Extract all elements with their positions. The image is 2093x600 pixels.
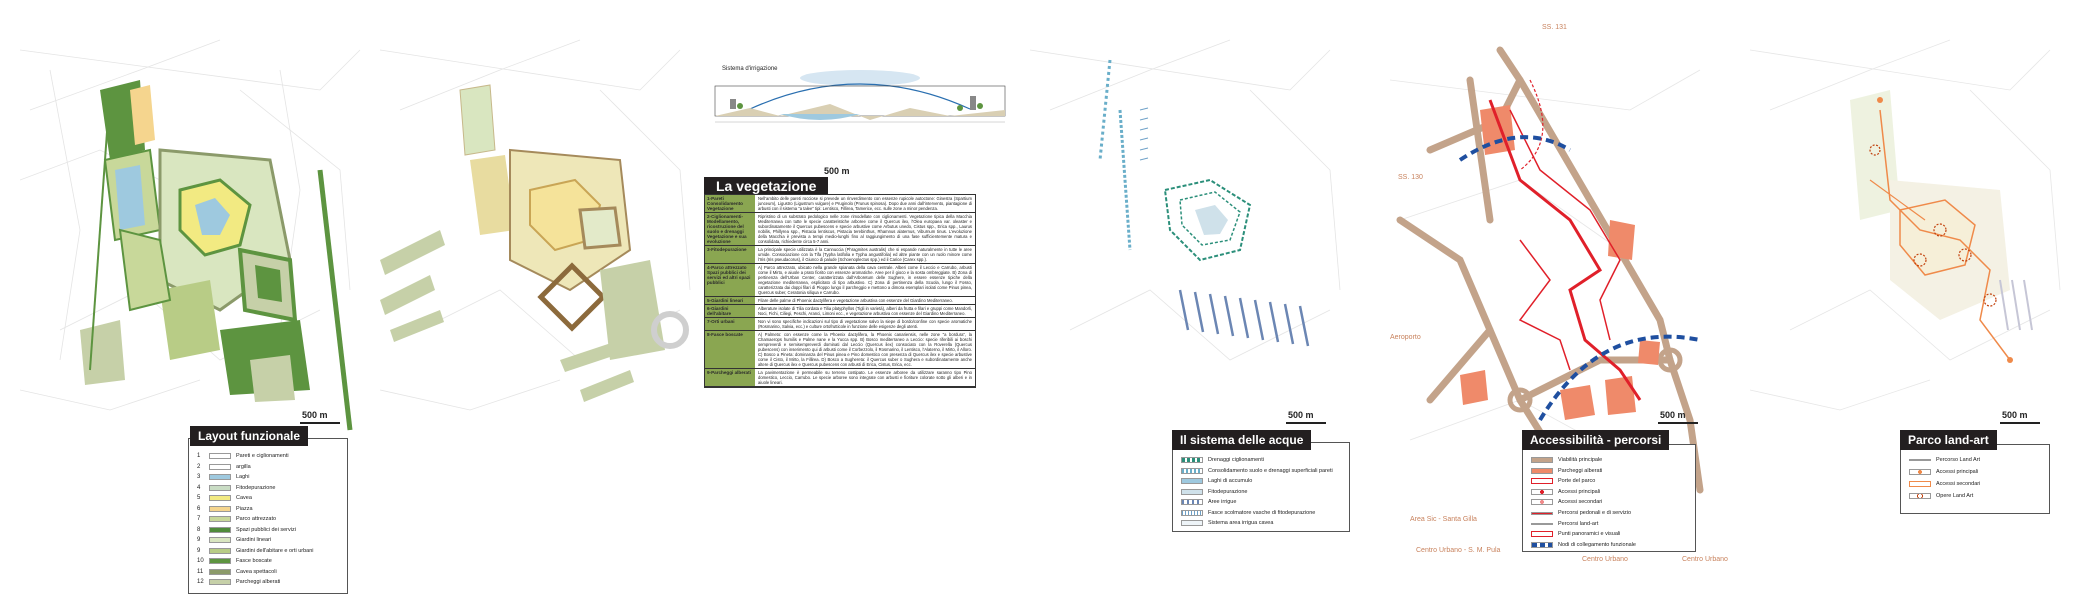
legend-layout-row xyxy=(197,546,313,556)
legend-row-number: 9 xyxy=(197,547,201,554)
legend-swatch xyxy=(209,579,231,585)
road-label-ss131: SS. 131 xyxy=(1542,24,1567,31)
scale-label-land-art: 500 m xyxy=(2002,410,2028,420)
legend-row xyxy=(1181,455,1264,465)
legend-row-label: Giardini dell'abitare e orti urbani xyxy=(236,547,314,554)
legend-layout-row xyxy=(197,483,275,493)
legend-layout-row xyxy=(197,462,251,472)
legend-layout-row xyxy=(197,556,272,566)
legend-layout-row xyxy=(197,577,280,587)
legend-swatch xyxy=(209,516,231,522)
vegetation-row xyxy=(705,264,975,297)
legend-swatch xyxy=(1909,493,1931,499)
legend-row-number: 1 xyxy=(197,453,201,459)
panel-vegetazione-map xyxy=(370,0,690,600)
legend-row-label: Nodi di collegamento funzionale xyxy=(1558,541,1636,548)
legend-swatch xyxy=(209,558,231,564)
vegetation-row xyxy=(705,369,975,387)
legend-row xyxy=(1181,518,1273,528)
legend-layout-row xyxy=(197,451,289,461)
legend-layout xyxy=(188,438,348,594)
layout-map xyxy=(20,30,380,450)
legend-row xyxy=(1181,466,1333,476)
legend-row-label: Fasce scolmatore vasche di fitodepurazione xyxy=(1208,509,1316,516)
legend-row-label: Aree irrigue xyxy=(1208,499,1237,505)
legend-land-art xyxy=(1900,444,2050,514)
vegetation-category: 5-Giardini lineari xyxy=(705,297,755,304)
scale-bar-access xyxy=(1658,422,1698,424)
legend-row xyxy=(1531,529,1620,539)
panel-accessibilita xyxy=(1370,0,1730,600)
legend-row-label: Percorso Land Art xyxy=(1936,457,1981,463)
legend-layout-row xyxy=(197,535,271,545)
legend-swatch xyxy=(209,569,231,575)
legend-swatch xyxy=(1181,489,1203,495)
legend-row-label: Spazi pubblici dei servizi xyxy=(236,526,296,533)
legend-layout-title: Layout funzionale xyxy=(190,426,308,446)
legend-row-number: 2 xyxy=(197,463,201,470)
vegetation-description: A) Palmeto: con essenze come la Phoenix dactylifera, la Phoenix canariensis, nelle zone "a bordura", la Chamaerops humilis e Palme nane e la Yucca spp. B) Bosco mediterraneo a Leccio: specie riferibili ai boschi sempreverdi e semisempreverdi dominati dal Leccio (Quercus ilex) consociato con la Roverella (Quercus pubescens) con inserimento qui di arbusti come il Corbezzolo, il Rosmarino, il Lentisco, l'Alaterno, il Mirto, il Alloro. C) Bosco a Pineta: dominanza del Pinus pinea e Pino domestico con presenza di Quercus ilex e specie arbustive come il Cisto, il Mirto, la Fillirea. D) Bosco a Sughereta: il Quercus suber o Sughera e subordinatamente anche altere di Quercus ilex e Quercus pubescens con arbusti di Erica, Cistus, Erica, ecc. xyxy=(758,332,972,367)
scale-bar-acque xyxy=(1286,422,1326,424)
vegetation-description: Nell'ambito delle pareti rocciose si prevede un rinverdimento con essenze rupicole autoctone: Ginestra (Spartium junceum), Ligustro (Ligustrum vulgare) e Pruginolo (Prunus spinosa). Dopo due anni dall'intervento, piantagione di arbusti con il sistema "a talee" tipi: Lentisco, Fillirea, Tamerice, ecc. sulle zone a minor pendenza. xyxy=(758,196,972,211)
legend-row xyxy=(1531,466,1602,476)
legend-row xyxy=(1531,476,1595,486)
scale-bar xyxy=(300,422,340,424)
legend-row xyxy=(1531,455,1602,465)
panel-layout-funzionale xyxy=(0,0,360,600)
legend-row-label: Laghi di accumulo xyxy=(1208,478,1253,484)
legend-row-label: Opere Land Art xyxy=(1936,493,1974,499)
legend-swatch xyxy=(1531,489,1553,495)
vegetation-category: 8-Fasce boscate xyxy=(705,331,755,368)
water-map xyxy=(1030,30,1350,430)
legend-swatch xyxy=(1181,499,1203,505)
legend-swatch xyxy=(209,474,231,480)
vegetation-row xyxy=(705,331,975,369)
legend-swatch xyxy=(1531,468,1553,474)
legend-swatch xyxy=(209,506,231,512)
vegetation-category: 9-Parcheggi alberati xyxy=(705,369,755,386)
legend-swatch xyxy=(209,495,231,501)
vegetation-description: Ripristino di un substrato pedologico nelle zone rimodellate con ciglionamenti. Vegetazione tipica della Macchia Mediterranea con tutte le specie caratteristiche arboree come il Quercus ilex, l'Olea europaea var. oleaster e subordinatamente il Quercus pubescens e specie arbustive come Arbutus unedo, Cistus spp., Erica spp., Laurus nobilis, Phillyrea spp., Pistacia lentiscus, Pistacia terebinthus, Rhamnus alaternus, Viburnum tinus. L'evoluzione della Macchia è prevista a tempi medio-lunghi fino al raggiungimento di una fase sufficientemente matura e consolidata, richiedente circa 5-7 anni. xyxy=(758,214,972,244)
legend-row-label: argilla xyxy=(236,463,251,470)
vegetation-category: 1-Pareti Consolidamento Vegetazione xyxy=(705,195,755,212)
vegetation-row xyxy=(705,213,975,246)
legend-row-label: Laghi xyxy=(236,474,250,480)
legend-row-number: 8 xyxy=(197,526,201,533)
road-label-centro-pula: Centro Urbano - S. M. Pula xyxy=(1416,547,1501,554)
vegetation-description: Non vi sono specifiche indicazioni sul tipo di vegetazione salvo la siepe di bordo/confine con specie aromatiche (Rosmarino, Salvia, ecc.) e culture ortofrutticole in funzione delle esigenze degli utenti. xyxy=(758,319,972,329)
road-label-area-sic: Area Sic - Santa Gilla xyxy=(1410,516,1477,523)
legend-row-label: Accessi secondari xyxy=(1558,499,1603,506)
vegetation-category: 4-Parco attrezzato Spazi pubblici dei servizi ed altri spazi pubblici xyxy=(705,264,755,296)
vegetation-table xyxy=(704,194,976,388)
legend-row-label: Fasce boscate xyxy=(236,558,272,564)
legend-row xyxy=(1181,476,1252,486)
legend-access-title: Accessibilità - percorsi xyxy=(1522,430,1669,450)
legend-land-art-title: Parco land-art xyxy=(1900,430,1997,450)
legend-layout-row xyxy=(197,525,296,535)
land-art-map xyxy=(1750,30,2070,430)
legend-swatch xyxy=(1181,520,1203,526)
legend-swatch xyxy=(1531,457,1553,463)
legend-row xyxy=(1531,508,1631,518)
legend-layout-row xyxy=(197,472,249,482)
legend-swatch xyxy=(1531,478,1553,484)
panel-acque xyxy=(1020,0,1360,600)
scale-bar-land-art xyxy=(2000,422,2040,424)
vegetation-category: 7-Orti urbani xyxy=(705,318,755,330)
legend-swatch xyxy=(209,453,231,459)
legend-row-label: Percorsi land-art xyxy=(1558,520,1599,527)
legend-row-label: Accessi secondari xyxy=(1936,481,1981,487)
legend-row-number: 5 xyxy=(197,495,201,501)
legend-swatch xyxy=(209,464,231,470)
legend-swatch xyxy=(1531,523,1553,525)
vegetation-description: Alberature isolate di Tilia cordata e Tilia platyphyllos (Tigli in varietà), alberi da frutta e filari e gruppi come Mandorli, Noci, Fichi, Ciliegi, Peschi, Aranci, Limoni ecc., e vegetazione arbustiva con essenze del Giardino Mediterraneo. xyxy=(758,306,972,316)
road-label-centro-2: Centro Urbano xyxy=(1682,556,1728,563)
legend-row xyxy=(1909,455,1980,465)
legend-row-label: Cavea xyxy=(236,495,252,501)
legend-row-label: Porte del parco xyxy=(1558,478,1596,485)
legend-swatch xyxy=(209,548,231,554)
scale-label: 500 m xyxy=(302,410,328,420)
legend-row-label: Pareti e ciglionamenti xyxy=(236,453,289,459)
vegetation-row xyxy=(705,318,975,331)
vegetation-row xyxy=(705,305,975,318)
legend-row-number: 6 xyxy=(197,505,201,512)
legend-row xyxy=(1531,519,1598,529)
vegetation-category: 3-Fitodepurazione xyxy=(705,246,755,263)
legend-row xyxy=(1181,487,1247,497)
legend-row-label: Punti panoramici e visuali xyxy=(1558,531,1621,538)
legend-swatch xyxy=(1909,481,1931,487)
legend-swatch xyxy=(1531,531,1553,537)
vegetation-category: 2-Ciglionamenti-Modellamento, ricostruzione del suolo e drenaggi Vegetazione e sua evoluzione xyxy=(705,213,755,245)
road-label-ss130: SS. 130 xyxy=(1398,174,1423,181)
legend-swatch xyxy=(209,537,231,543)
legend-row-label: Accessi principali xyxy=(1558,488,1601,495)
legend-row-number: 12 xyxy=(197,579,204,585)
legend-access xyxy=(1522,444,1696,552)
legend-row xyxy=(1181,508,1315,518)
scale-label-acque: 500 m xyxy=(1288,410,1314,420)
scale-label-access: 500 m xyxy=(1660,410,1686,420)
legend-row xyxy=(1531,497,1602,507)
legend-layout-row xyxy=(197,504,253,514)
legend-layout-row xyxy=(197,493,252,503)
legend-row-number: 9 xyxy=(197,537,201,543)
legend-swatch xyxy=(1909,469,1931,475)
legend-swatch xyxy=(1181,457,1203,463)
legend-row-label: Giardini lineari xyxy=(236,537,272,543)
legend-swatch xyxy=(1531,542,1553,548)
legend-row-label: Drenaggi ciglionamenti xyxy=(1208,457,1264,463)
legend-layout-row xyxy=(197,514,276,524)
irrigation-section xyxy=(710,64,1010,134)
scale-label-section: 500 m xyxy=(824,166,850,176)
legend-row-label: Parco attrezzato xyxy=(236,516,277,522)
legend-acque xyxy=(1172,442,1350,532)
vegetation-row xyxy=(705,195,975,213)
legend-row-label: Viabilità principale xyxy=(1558,457,1603,463)
vegetation-description: Filare delle palme di Phoenix dactylifera e vegetazione arbustiva con essenze del Giardino Mediterraneo. xyxy=(758,298,953,303)
legend-row-label: Piazza xyxy=(236,505,253,512)
legend-row xyxy=(1909,479,1980,489)
legend-row-label: Parcheggi alberati xyxy=(236,579,281,585)
road-label-aeroporto: Aeroporto xyxy=(1390,334,1421,341)
legend-row-label: Consolidamento suolo e drenaggi superficiali pareti xyxy=(1208,467,1333,474)
legend-row xyxy=(1531,487,1600,497)
legend-swatch xyxy=(209,485,231,491)
vegetation-category: 6-Giardini dell'abitare xyxy=(705,305,755,317)
legend-acque-title: Il sistema delle acque xyxy=(1172,430,1311,450)
legend-row xyxy=(1181,497,1236,507)
vegetation-description: A) Parco attrezzato, ubicato nella grande spianata della cava centrale. Alberi come il Leccio e Carrubo, arbusti come il Mirto, e aiuole a prato fiorito con essenze aromatiche. Aree per il gioco e la sosta ombreggiate. B) Zona di pertinenza dell'Urban Center, caratterizzata dall'Arboretum delle Sughere, in essere essenze tipiche della vegetazione mediterranea, esplicitato di tipo arbustivo. C) Zona di pertinenza della Scuola, lungo il Fosso, caratterizzata dai doppi filari di Pioppo lungo il parcheggio e mettono a dimora esemplari isolati come Pinus pinea, Quercus suber, Ceratonia siliqua e Carrubo. xyxy=(758,265,972,295)
legend-row xyxy=(1531,540,1636,550)
legend-row-label: Sistema area irrigua cavea xyxy=(1208,520,1274,526)
legend-layout-row xyxy=(197,567,277,577)
legend-row-label: Fitodepurazione xyxy=(1208,488,1248,495)
legend-swatch xyxy=(1181,468,1203,474)
vegetation-description: La pavimentazione è permeabile su terreno costipato. Le essenze arboree da utilizzare saranno tipo Pino domestico, Leccio, Carrubo. Le specie arboree sono integrate con arbusti e fioriture colorate sotto gli alberi e in aiuole lineari. xyxy=(758,370,972,385)
vegetation-title: La vegetazione xyxy=(704,177,828,195)
legend-row-number: 10 xyxy=(197,558,204,564)
vegetation-row xyxy=(705,246,975,264)
panel-land-art xyxy=(1740,0,2093,600)
legend-row-label: Fitodepurazione xyxy=(236,484,276,491)
legend-swatch xyxy=(1181,510,1203,516)
legend-row-label: Accessi principali xyxy=(1936,469,1979,475)
legend-row-number: 4 xyxy=(197,484,201,491)
legend-swatch xyxy=(1531,512,1553,515)
legend-row-number: 11 xyxy=(197,568,204,575)
legend-swatch xyxy=(209,527,231,533)
road-label-centro-1: Centro Urbano xyxy=(1582,556,1628,563)
legend-swatch xyxy=(1909,459,1931,461)
legend-swatch xyxy=(1531,499,1553,505)
legend-row-number: 7 xyxy=(197,516,201,522)
legend-row-number: 3 xyxy=(197,474,201,480)
vegetation-description: La principale specie utilizzata è la Cannuccia (Phragmites australis) che si espande naturalmente in tutte le aree umide. Consociazione con la Tifa (Typha latifolia e Typha angustifolia) ed altre piante con un ruolo minore come l'Iris (Iris pseudacorus), il Giunco di palude (Schoenoplectus spp.) ed il Carice (Carex spp.). xyxy=(758,247,972,262)
legend-swatch xyxy=(1181,478,1203,484)
legend-row-label: Percorsi pedonali e di servizio xyxy=(1558,510,1632,516)
section-title: Sistema d'irrigazione xyxy=(722,66,778,72)
legend-row-label: Cavea spettacoli xyxy=(236,568,277,575)
legend-row xyxy=(1909,491,1973,501)
legend-row-label: Parcheggi alberati xyxy=(1558,467,1603,474)
vegetation-row xyxy=(705,297,975,305)
vegetation-map xyxy=(380,30,700,430)
legend-row xyxy=(1909,467,1978,477)
